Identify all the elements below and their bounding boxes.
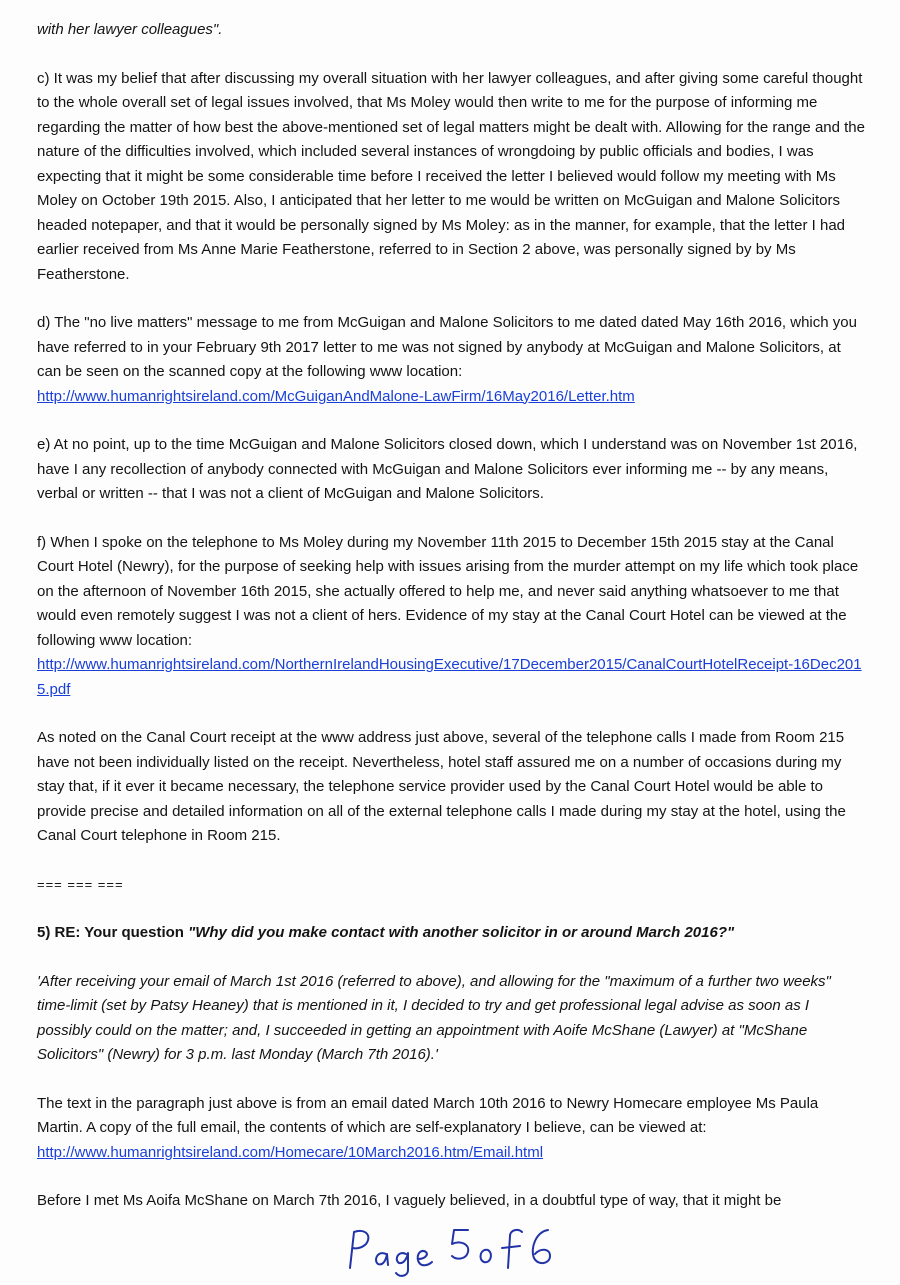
paragraph-email-text: The text in the paragraph just above is from an email dated March 10th 2016 to Newry Homecare employee Ms Paula Martin. A copy of the full email, the contents of which are self-explanatory I believe, can be viewed at:	[37, 1094, 819, 1136]
paragraph-e: e) At no point, up to the time McGuigan and Malone Solicitors closed down, which I understand was on November 1st 2016, have I any recollection of anybody connected with McGuigan and Malone Solicitors ever informing me -- by any means, verbal or written -- that I was not a client of McGuigan and Malone Solicitors.	[37, 436, 858, 502]
paragraph-c: c) It was my belief that after discussing my overall situation with her lawyer colleagues, and after giving some careful thought to the whole overall set of legal issues involved, that Ms Moley would then write to me for the purpose of informing me regarding the matter of how best the above-mentioned set of legal matters might be dealt with. Allowing for the range and the nature of the difficulties involved, which included several instances of wrongdoing by public officials and bodies, I was expecting that it might be some considerable time before I received the letter I believed would follow my meeting with Ms Moley on October 19th 2015. Also, I anticipated that her letter to me would be written on McGuigan and Malone Solicitors headed notepaper, and that it would be personally signed by Ms Moley: as in the manner, for example, that the letter I had earlier received from Ms Anne Marie Featherstone, referred to in Section 2 above, was personally signed by by Ms Featherstone.	[37, 69, 865, 283]
handwritten-page-number	[338, 1218, 568, 1278]
paragraph-f-text: f) When I spoke on the telephone to Ms Moley during my November 11th 2015 to December 15th 2015 stay at the Canal Court Hotel (Newry), for the purpose of seeking help with issues arising from the murder attempt on my life which took place on the afternoon of November 16th 2015, she actually offered to help me, and never said anything whatsoever to me that would even remotely suggest I was not a client of hers. Evidence of my stay at the Canal Court Hotel can be viewed at the following www location:	[37, 533, 859, 649]
section-5-question: "Why did you make contact with another solicitor in or around March 2016?"	[188, 924, 735, 941]
link-homecare-email[interactable]: http://www.humanrightsireland.com/Homecare/10March2016.htm/Email.html	[37, 1143, 544, 1161]
link-mcguigan-letter[interactable]: http://www.humanrightsireland.com/McGuiganAndMalone-LawFirm/16May2016/Letter.htm	[37, 387, 635, 405]
paragraph-d-text: d) The "no live matters" message to me from McGuigan and Malone Solicitors to me dated dated May 16th 2016, which you have referred to in your February 9th 2017 letter to me was not signed by anybody at McGuigan and Malone Solicitors, at can be seen on the scanned copy at the following www location:	[37, 314, 857, 380]
paragraph-d	[37, 311, 867, 409]
paragraph-last: Before I met Ms Aoifa McShane on March 7th 2016, I vaguely believed, in a doubtful type of way, that it might be	[37, 1192, 782, 1209]
paragraph-receipt-note: As noted on the Canal Court receipt at the www address just above, several of the telephone calls I made from Room 215 have not been individually listed on the receipt. Nevertheless, hotel staff assured me on a number of occasions during my stay that, if it ever it became necessary, the telephone service provider used by the Canal Court Hotel would be able to provide precise and detailed information on all of the external telephone calls I made during my stay at the hotel, using the Canal Court telephone in Room 215.	[37, 729, 846, 844]
email-quote: 'After receiving your email of March 1st 2016 (referred to above), and allowing for the "maximum of a further two weeks" time-limit (set by Patsy Heaney) that is mentioned in it, I decided to try and get professional legal advise as soon as I possibly could on the matter; and, I succeeded in getting an appointment with Aoife McShane (Lawyer) at "McShane Solicitors" (Newry) for 3 p.m. last Monday (March 7th 2016).'	[37, 972, 831, 1063]
section-5-prefix: 5) RE: Your question	[37, 924, 189, 941]
document-body	[37, 18, 867, 1214]
section-separator: === === ===	[37, 876, 124, 892]
link-canal-court-receipt[interactable]: http://www.humanrightsireland.com/NorthernIrelandHousingExecutive/17December2015/CanalCourtHotelReceipt-16Dec2015.pdf	[37, 656, 862, 698]
paragraph-email	[37, 1092, 867, 1166]
intro-line: with her lawyer colleagues".	[37, 21, 223, 38]
section-5-heading	[37, 921, 867, 946]
paragraph-f	[37, 531, 867, 703]
